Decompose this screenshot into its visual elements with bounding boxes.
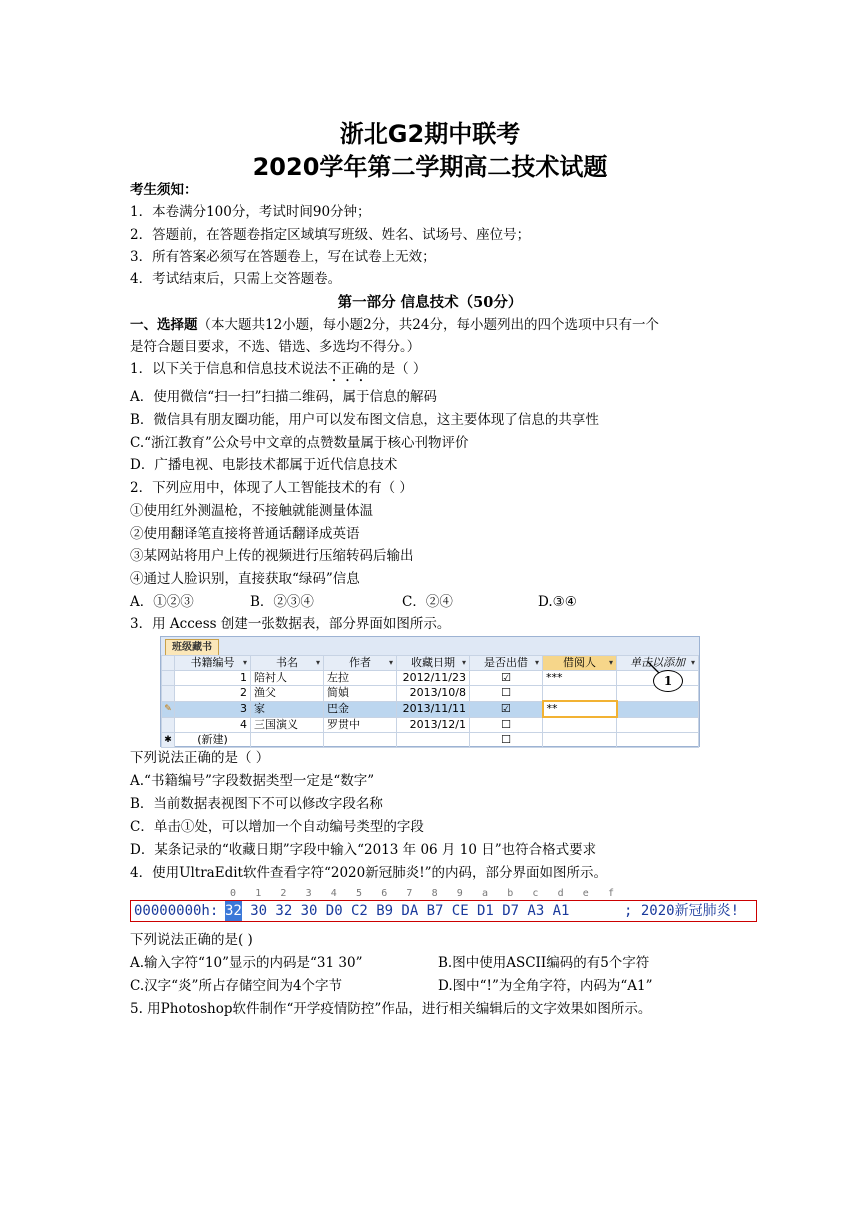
- q1-stem: [130, 358, 426, 385]
- cell-lent-checkbox[interactable]: ☑: [470, 671, 543, 686]
- q3-stem: 3．用 Access 创建一张数据表，部分界面如图所示。: [130, 616, 451, 632]
- col-label: 是否出借: [484, 656, 528, 669]
- q1-option-c: C.“浙江教育”公众号中文章的点赞数量属于核心刊物评价: [130, 435, 469, 451]
- hex-byte[interactable]: C2: [351, 903, 368, 919]
- access-header-row: [162, 656, 699, 671]
- title-line2: 2020学年第二学期高二技术试题: [252, 153, 608, 181]
- q2-option-c: C．②④: [402, 594, 453, 610]
- notice-item: 3．所有答案必须写在答题卷上，写在试卷上无效；: [130, 249, 436, 265]
- notice-item: 4．考试结束后，只需上交答题卷。: [130, 271, 342, 287]
- cell-name[interactable]: 家: [251, 701, 324, 717]
- row-selector[interactable]: [162, 671, 175, 686]
- q2-item: ②使用翻译笔直接将普通话翻译成英语: [130, 526, 360, 542]
- notice-heading: 考生须知：: [130, 182, 198, 198]
- table-row[interactable]: [162, 686, 699, 702]
- q3-option-b: B．当前数据表视图下不可以修改字段名称: [130, 796, 383, 812]
- new-record-icon[interactable]: ✱: [162, 733, 175, 748]
- cell-id[interactable]: 2: [175, 686, 251, 702]
- q1-option-d: D．广播电视、电影技术都属于近代信息技术: [130, 457, 398, 473]
- col-label: 收藏日期: [411, 656, 455, 669]
- hex-ruler-tick: b: [507, 888, 514, 899]
- cell-date[interactable]: 2012/11/23: [397, 671, 470, 686]
- q2-item: ①使用红外测温枪，不接触就能测量体温: [130, 503, 373, 519]
- hex-ruler-tick: 3: [305, 888, 312, 899]
- section1-label: 一、选择题: [130, 317, 198, 333]
- access-col-header[interactable]: [543, 656, 617, 671]
- cell-empty[interactable]: [617, 701, 699, 717]
- cell-borrower-editing[interactable]: **: [543, 701, 617, 717]
- cell-lent-checkbox[interactable]: ☐: [470, 733, 543, 748]
- access-table-tab[interactable]: 班级藏书: [165, 639, 219, 655]
- q2-stem: 2．下列应用中，体现了人工智能技术的有（ ）: [130, 480, 413, 496]
- hex-byte[interactable]: 32: [225, 903, 242, 919]
- cell-author[interactable]: 左拉: [324, 671, 397, 686]
- cell-id[interactable]: 4: [175, 717, 251, 733]
- hex-byte[interactable]: 32: [275, 903, 293, 919]
- dropdown-arrow-icon[interactable]: ▾: [461, 658, 466, 667]
- q1-option-b: B．微信具有朋友圈功能，用户可以发布图文信息，这主要体现了信息的共享性: [130, 412, 599, 428]
- pencil-icon[interactable]: ✎: [162, 701, 175, 717]
- access-col-header[interactable]: [175, 656, 251, 671]
- cell-empty[interactable]: [397, 733, 470, 748]
- cell-lent-checkbox[interactable]: ☑: [470, 701, 543, 717]
- cell-borrower[interactable]: [543, 717, 617, 733]
- col-label: 书籍编号: [190, 656, 235, 669]
- hex-ruler-tick: 1: [255, 888, 262, 899]
- hex-ruler-tick: 5: [356, 888, 363, 899]
- title-line1: 浙北G2期中联考: [339, 120, 521, 148]
- cell-empty[interactable]: [617, 733, 699, 748]
- hex-ruler-tick: f: [608, 888, 615, 899]
- dropdown-arrow-icon[interactable]: ▾: [608, 658, 613, 667]
- q1-stem-b: 的是（ ）: [368, 361, 427, 377]
- hex-byte[interactable]: 30: [300, 903, 318, 919]
- hex-byte[interactable]: DA: [401, 903, 419, 919]
- cell-date[interactable]: 2013/11/11: [397, 701, 470, 717]
- table-row-new[interactable]: [162, 733, 699, 748]
- table-row[interactable]: [162, 671, 699, 686]
- col-label: 书名: [276, 656, 298, 669]
- access-select-all[interactable]: [162, 656, 175, 671]
- cell-date[interactable]: 2013/10/8: [397, 686, 470, 702]
- hex-ruler-tick: 7: [406, 888, 413, 899]
- cell-id[interactable]: 1: [175, 671, 251, 686]
- hex-byte[interactable]: D1: [477, 903, 494, 919]
- cell-name[interactable]: 三国演义: [251, 717, 324, 733]
- hex-ruler-tick: 6: [381, 888, 388, 899]
- q2-item: ④通过人脸识别，直接获取“绿码”信息: [130, 571, 360, 587]
- cell-id[interactable]: 3: [175, 701, 251, 717]
- col-label: 借阅人: [563, 656, 596, 669]
- cell-date[interactable]: 2013/12/1: [397, 717, 470, 733]
- hex-ruler: [130, 888, 750, 900]
- cell-author[interactable]: 简媜: [324, 686, 397, 702]
- hex-ruler-tick: a: [482, 888, 489, 899]
- cell-empty[interactable]: [617, 717, 699, 733]
- q3-option-c: C．单击①处，可以增加一个自动编号类型的字段: [130, 819, 424, 835]
- hex-text: ; 2020新冠肺炎!: [624, 903, 740, 919]
- hex-byte[interactable]: D7: [502, 903, 520, 919]
- q5-stem: 5. 用Photoshop软件制作“开学疫情防控”作品，进行相关编辑后的文字效果如图所示。: [130, 1001, 652, 1017]
- q4-stem: 4．使用UltraEdit软件查看字符“2020新冠肺炎!”的内码，部分界面如图所示。: [130, 865, 608, 881]
- hex-byte[interactable]: A3: [527, 903, 545, 919]
- section1-desc-2: 是符合题目要求，不选、错选、多选均不得分。）: [130, 339, 421, 355]
- q3-option-d: D．某条记录的“收藏日期”字段中输入“2013 年 06 月 10 日”也符合格式要求: [130, 842, 597, 858]
- hex-ruler-tick: e: [582, 888, 589, 899]
- hex-ruler-tick: 8: [431, 888, 438, 899]
- dropdown-arrow-icon[interactable]: ▾: [690, 658, 695, 667]
- hex-ruler-tick: 2: [280, 888, 287, 899]
- q3-question: 下列说法正确的是（ ）: [130, 750, 270, 766]
- q1-stem-a: 1．以下关于信息和信息技术说法: [130, 361, 328, 377]
- cell-name[interactable]: 陪衬人: [251, 671, 324, 686]
- cell-name[interactable]: 渔父: [251, 686, 324, 702]
- q2-item: ③某网站将用户上传的视频进行压缩转码后输出: [130, 548, 414, 564]
- hex-byte[interactable]: CE: [451, 903, 469, 919]
- q2-option-b: B．②③④: [250, 594, 314, 610]
- dropdown-arrow-icon[interactable]: ▾: [534, 658, 539, 667]
- access-col-header[interactable]: [251, 656, 324, 671]
- cell-lent-checkbox[interactable]: ☐: [470, 686, 543, 702]
- hex-view: [130, 900, 757, 922]
- cell-borrower[interactable]: ***: [543, 671, 617, 686]
- hex-byte[interactable]: A1: [552, 903, 570, 919]
- q4-option-b: B.图中使用ASCII编码的有5个字符: [438, 955, 650, 971]
- cell-lent-checkbox[interactable]: ☐: [470, 717, 543, 733]
- q2-option-a: A．①②③: [130, 594, 194, 610]
- section1-desc: （本大题共12小题，每小题2分，共24分，每小题列出的四个选项中只有一个: [197, 317, 659, 333]
- q4-option-d: D.图中“!”为全角字符，内码为“A1”: [438, 978, 653, 994]
- access-col-header[interactable]: [397, 656, 470, 671]
- cell-borrower[interactable]: [543, 686, 617, 702]
- access-col-header[interactable]: [470, 656, 543, 671]
- cell-empty[interactable]: [251, 733, 324, 748]
- q2-option-d: D.③④: [538, 594, 577, 610]
- hex-ruler-tick: d: [557, 888, 564, 899]
- hex-ruler-tick: c: [532, 888, 539, 899]
- hex-byte[interactable]: 30: [250, 903, 268, 919]
- access-col-header[interactable]: [324, 656, 397, 671]
- dropdown-arrow-icon[interactable]: ▾: [388, 658, 393, 667]
- table-row[interactable]: [162, 717, 699, 733]
- q4-option-c: C.汉字“炎”所占存储空间为4个字节: [130, 978, 343, 994]
- cell-new[interactable]: (新建): [175, 733, 251, 748]
- q4-option-a: A.输入字符“10”显示的内码是“31 30”: [130, 955, 363, 971]
- hex-ruler-tick: 0: [230, 888, 237, 899]
- col-label: 单击以添加: [630, 656, 685, 669]
- access-grid: [161, 655, 699, 748]
- cell-empty[interactable]: [324, 733, 397, 748]
- callout-marker: 1: [653, 670, 683, 692]
- access-tab-bar: [161, 637, 699, 655]
- cell-author[interactable]: 巴金: [324, 701, 397, 717]
- q4-question: 下列说法正确的是( ): [130, 932, 253, 948]
- section1-intro: [130, 314, 659, 336]
- cell-empty[interactable]: [543, 733, 617, 748]
- part1-title: 第一部分 信息技术（50分）: [337, 294, 523, 311]
- notice-item: 2．答题前，在答题卷指定区域填写班级、姓名、试场号、座位号；: [130, 227, 531, 243]
- notice-item: 1．本卷满分100分，考试时间90分钟；: [130, 204, 371, 220]
- hex-ruler-tick: 4: [330, 888, 337, 899]
- hex-ruler-tick: 9: [456, 888, 463, 899]
- hex-byte[interactable]: B7: [426, 903, 444, 919]
- cell-author[interactable]: 罗贯中: [324, 717, 397, 733]
- table-row-current[interactable]: [162, 701, 699, 717]
- q1-stem-emphasis: 不正确: [327, 361, 369, 377]
- row-selector[interactable]: [162, 686, 175, 702]
- row-selector[interactable]: [162, 717, 175, 733]
- q3-option-a: A.“书籍编号”字段数据类型一定是“数字”: [130, 773, 375, 789]
- hex-byte[interactable]: B9: [376, 903, 394, 919]
- col-label: 作者: [349, 656, 371, 669]
- hex-byte[interactable]: D0: [325, 903, 343, 919]
- dropdown-arrow-icon[interactable]: ▾: [315, 658, 320, 667]
- hex-address: 00000000h:: [134, 903, 219, 919]
- q1-option-a: A．使用微信“扫一扫”扫描二维码，属于信息的解码: [130, 389, 438, 405]
- dropdown-arrow-icon[interactable]: ▾: [242, 658, 247, 667]
- access-datasheet: [160, 636, 700, 747]
